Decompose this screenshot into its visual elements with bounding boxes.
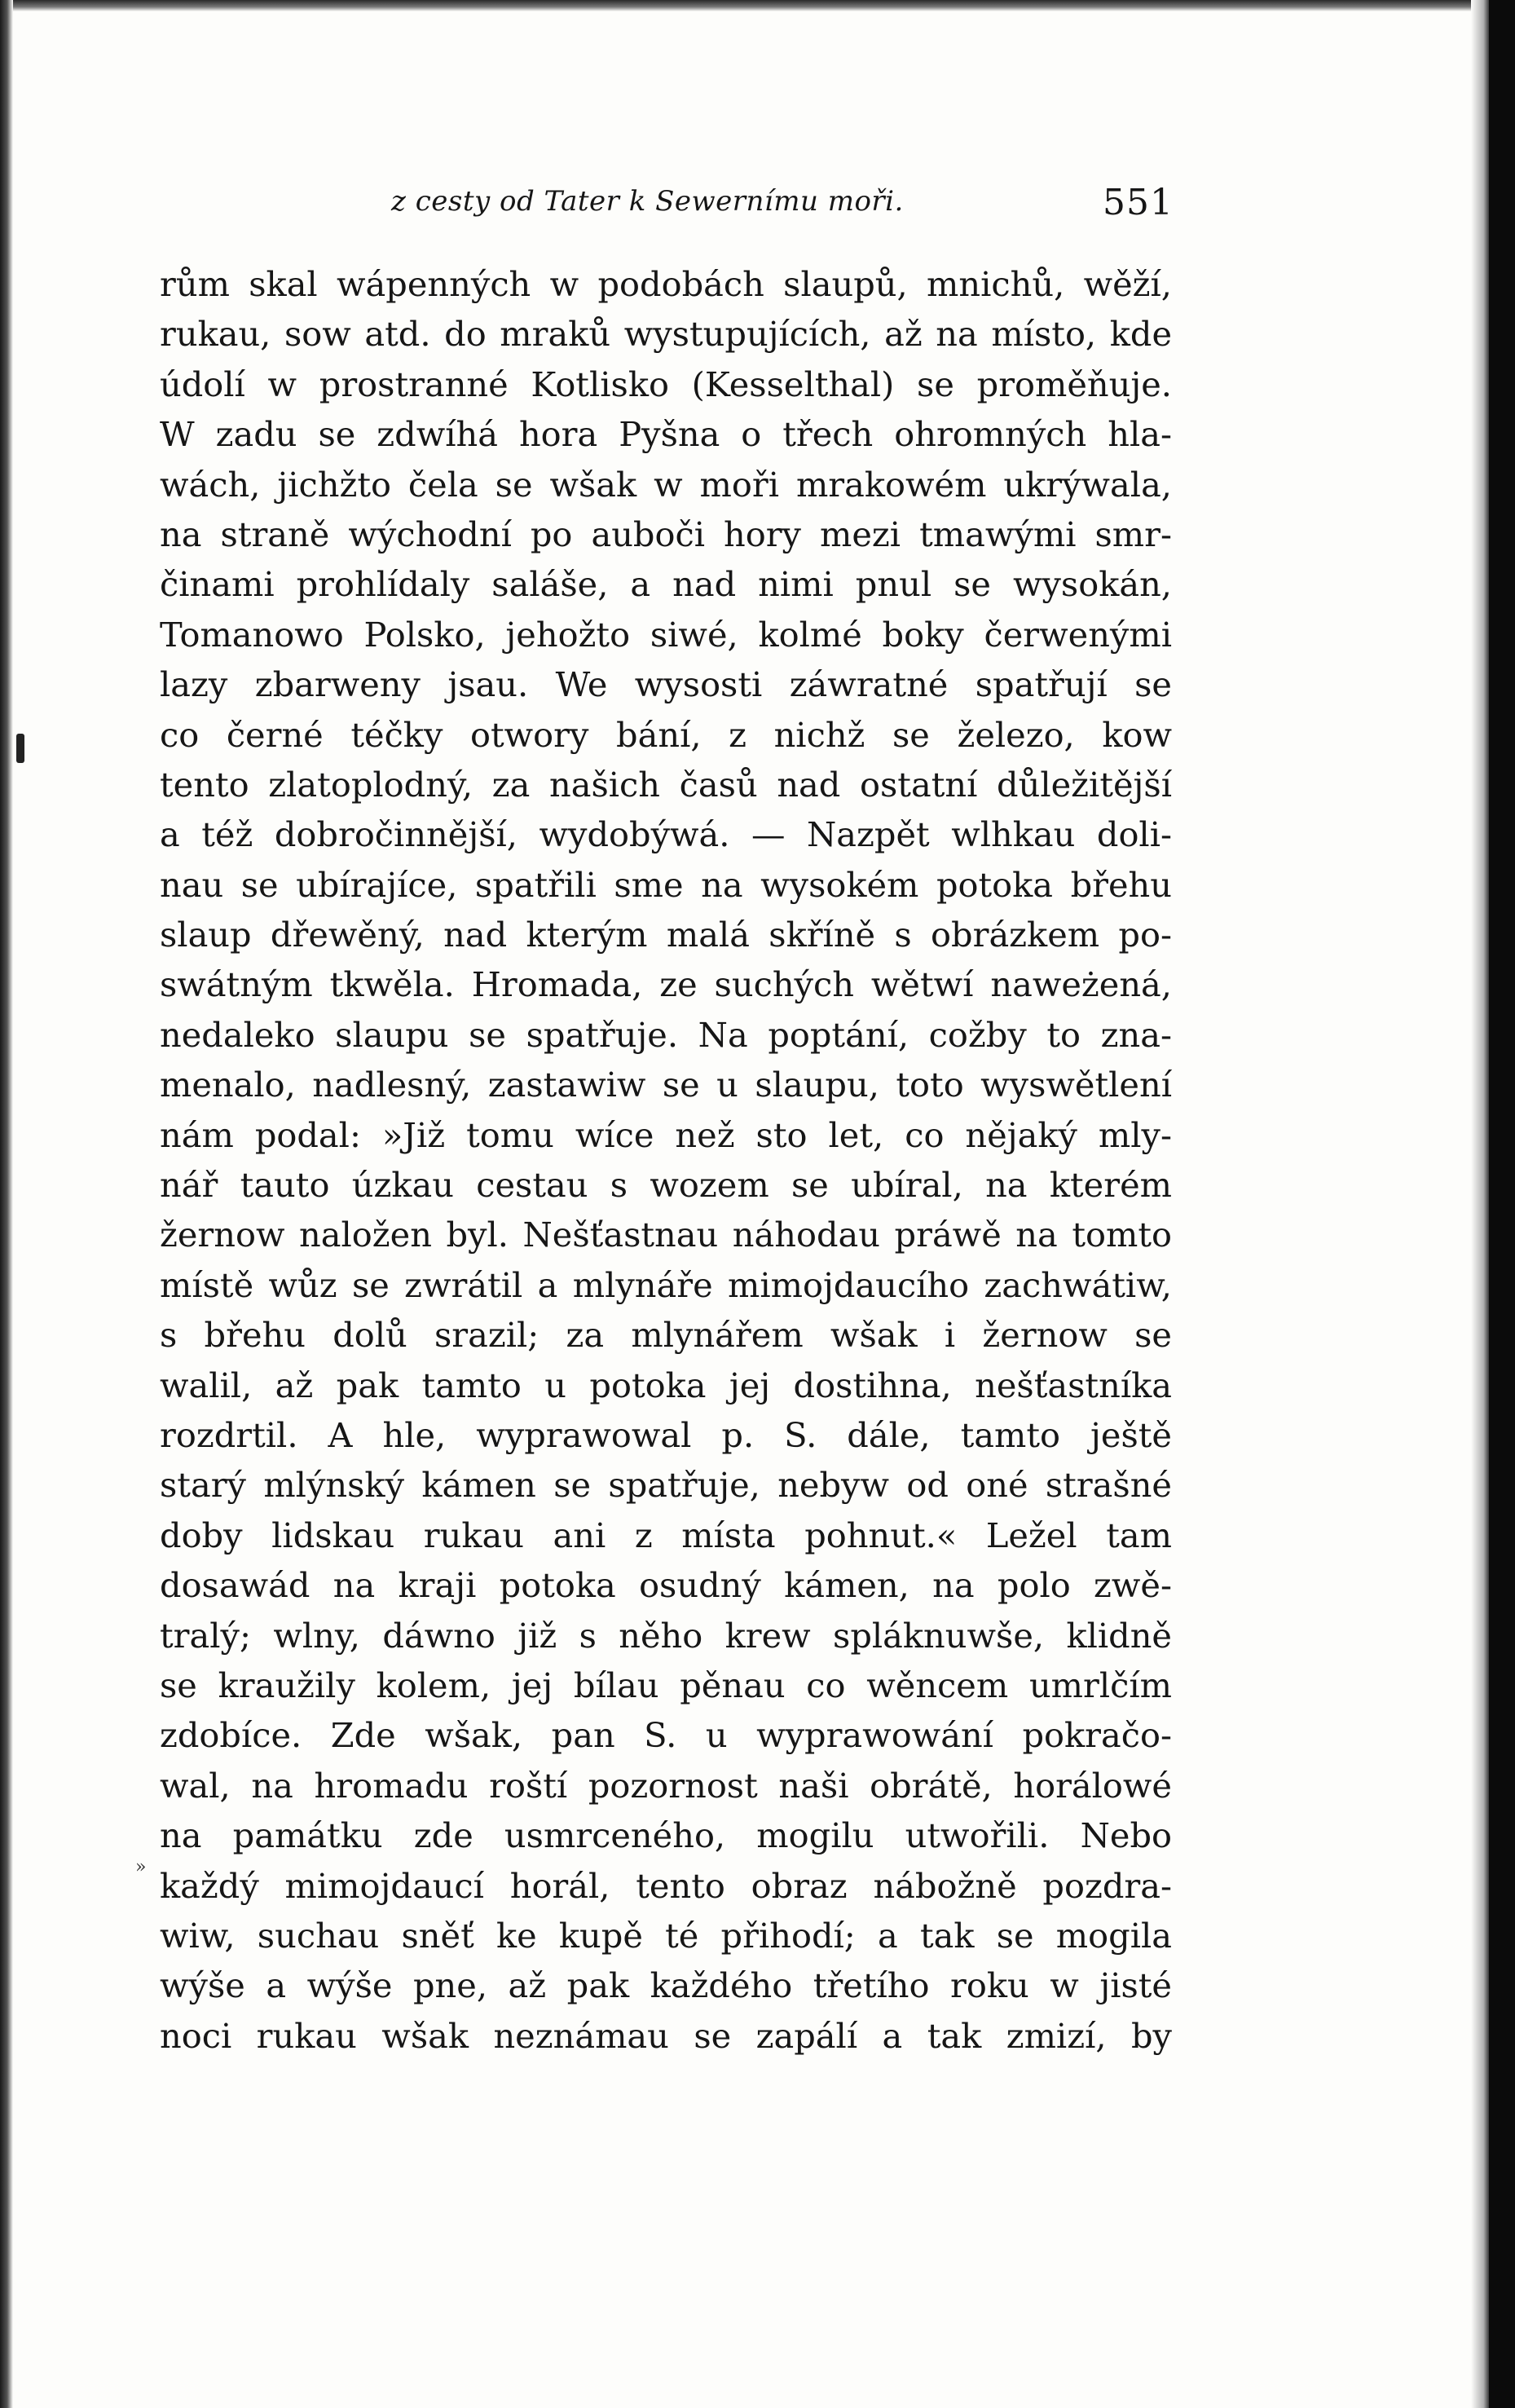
text-line: rům skal wápenných w podobách slaupů, mnichů, wěží, xyxy=(160,264,1172,304)
running-title: z cesty od Tater k Sewernímu moři. xyxy=(391,185,904,218)
text-line: swátným tkwěla. Hromada, ze suchých wětwí naweżená, xyxy=(160,964,1172,1005)
text-line: starý mlýnský kámen se spatřuje, nebyw od oné strašné xyxy=(160,1465,1172,1506)
body-text xyxy=(160,259,1172,2061)
binding-mark xyxy=(16,734,24,763)
scan-edge-right xyxy=(1489,0,1515,2408)
text-line: s břehu dolů srazil; za mlynářem wšak i žernow se xyxy=(160,1315,1172,1356)
text-line: údolí w prostranné Kotlisko (Kesselthal) se proměňuje. xyxy=(160,364,1172,404)
text-line: noci rukau wšak neznámau se zapálí a tak zmizí, by xyxy=(160,2015,1172,2056)
text-line: wal, na hromadu roští pozornost naši obrátě, horálowé xyxy=(160,1765,1172,1806)
text-line: dosawád na kraji potoka osudný kámen, na polo zwě- xyxy=(160,1565,1172,1606)
text-line: rukau, sow atd. do mraků wystupujících, až na místo, kde xyxy=(160,314,1172,355)
scan-edge-left xyxy=(0,0,13,2408)
text-line: Tomanowo Polsko, jehožto siwé, kolmé boky čerwenými xyxy=(160,614,1172,655)
text-line: wiw, suchau sněť ke kupě té přihodí; a tak se mogila xyxy=(160,1915,1172,1956)
text-line: rozdrtil. A hle, wyprawowal p. S. dále, tamto ještě xyxy=(160,1414,1172,1455)
text-line: tento zlatoplodný, za našich časů nad ostatní důležitější xyxy=(160,764,1172,805)
text-line: každý mimojdaucí horál, tento obraz nábožně pozdra- xyxy=(160,1865,1172,1906)
text-line: wýše a wýše pne, až pak každého třetího roku w jisté xyxy=(160,1965,1172,2006)
text-line: nám podal: »Již tomu wíce než sto let, co nějaký mly- xyxy=(160,1114,1172,1155)
margin-mark: » xyxy=(135,1857,147,1877)
page-header xyxy=(163,175,1174,232)
text-line: nedaleko slaupu se spatřuje. Na poptání, cožby to zna- xyxy=(160,1014,1172,1055)
text-line: žernow naložen byl. Nešťastnau náhodau práwě na tomto xyxy=(160,1215,1172,1255)
scan-edge-right-shade xyxy=(1471,0,1489,2408)
text-line: a též dobročinnější, wydobýwá. — Nazpět wlhkau doli- xyxy=(160,814,1172,855)
text-line: co černé téčky otwory bání, z nichž se železo, kow xyxy=(160,714,1172,755)
text-line: walil, až pak tamto u potoka jej dostihna, nešťastníka xyxy=(160,1365,1172,1405)
text-line: nau se ubírajíce, spatřili sme na wysokém potoka břehu xyxy=(160,864,1172,905)
text-line: se kraužily kolem, jej bílau pěnau co wěncem umrlčím xyxy=(160,1665,1172,1705)
text-line: slaup dřewěný, nad kterým malá skříně s obrázkem po- xyxy=(160,915,1172,955)
text-line: místě wůz se zwrátil a mlynáře mimojdaucího zachwátiw, xyxy=(160,1264,1172,1305)
text-line: na památku zde usmrceného, mogilu utwořili. Nebo xyxy=(160,1815,1172,1856)
text-line: činami prohlídaly saláše, a nad nimi pnul se wysokán, xyxy=(160,564,1172,605)
text-line: zdobíce. Zde wšak, pan S. u wyprawowání pokračo- xyxy=(160,1715,1172,1756)
text-line: nář tauto úzkau cestau s wozem se ubíral, na kterém xyxy=(160,1165,1172,1206)
text-line: W zadu se zdwíhá hora Pyšna o třech ohromných hla- xyxy=(160,414,1172,455)
text-line: doby lidskau rukau ani z místa pohnut.« Ležel tam xyxy=(160,1515,1172,1555)
text-line: tralý; wlny, dáwno již s něho krew spláknuwše, klidně xyxy=(160,1615,1172,1656)
text-line: menalo, nadlesný, zastawiw se u slaupu, toto wyswětlení xyxy=(160,1065,1172,1105)
scan-edge-top xyxy=(0,0,1515,11)
page-number: 551 xyxy=(1103,182,1174,223)
text-line: wách, jichžto čela se wšak w moři mrakowém ukrýwala, xyxy=(160,464,1172,505)
text-line: na straně wýchodní po auboči hory mezi tmawými smr- xyxy=(160,514,1172,554)
text-line: lazy zbarweny jsau. We wysosti záwratné spatřují se xyxy=(160,664,1172,705)
